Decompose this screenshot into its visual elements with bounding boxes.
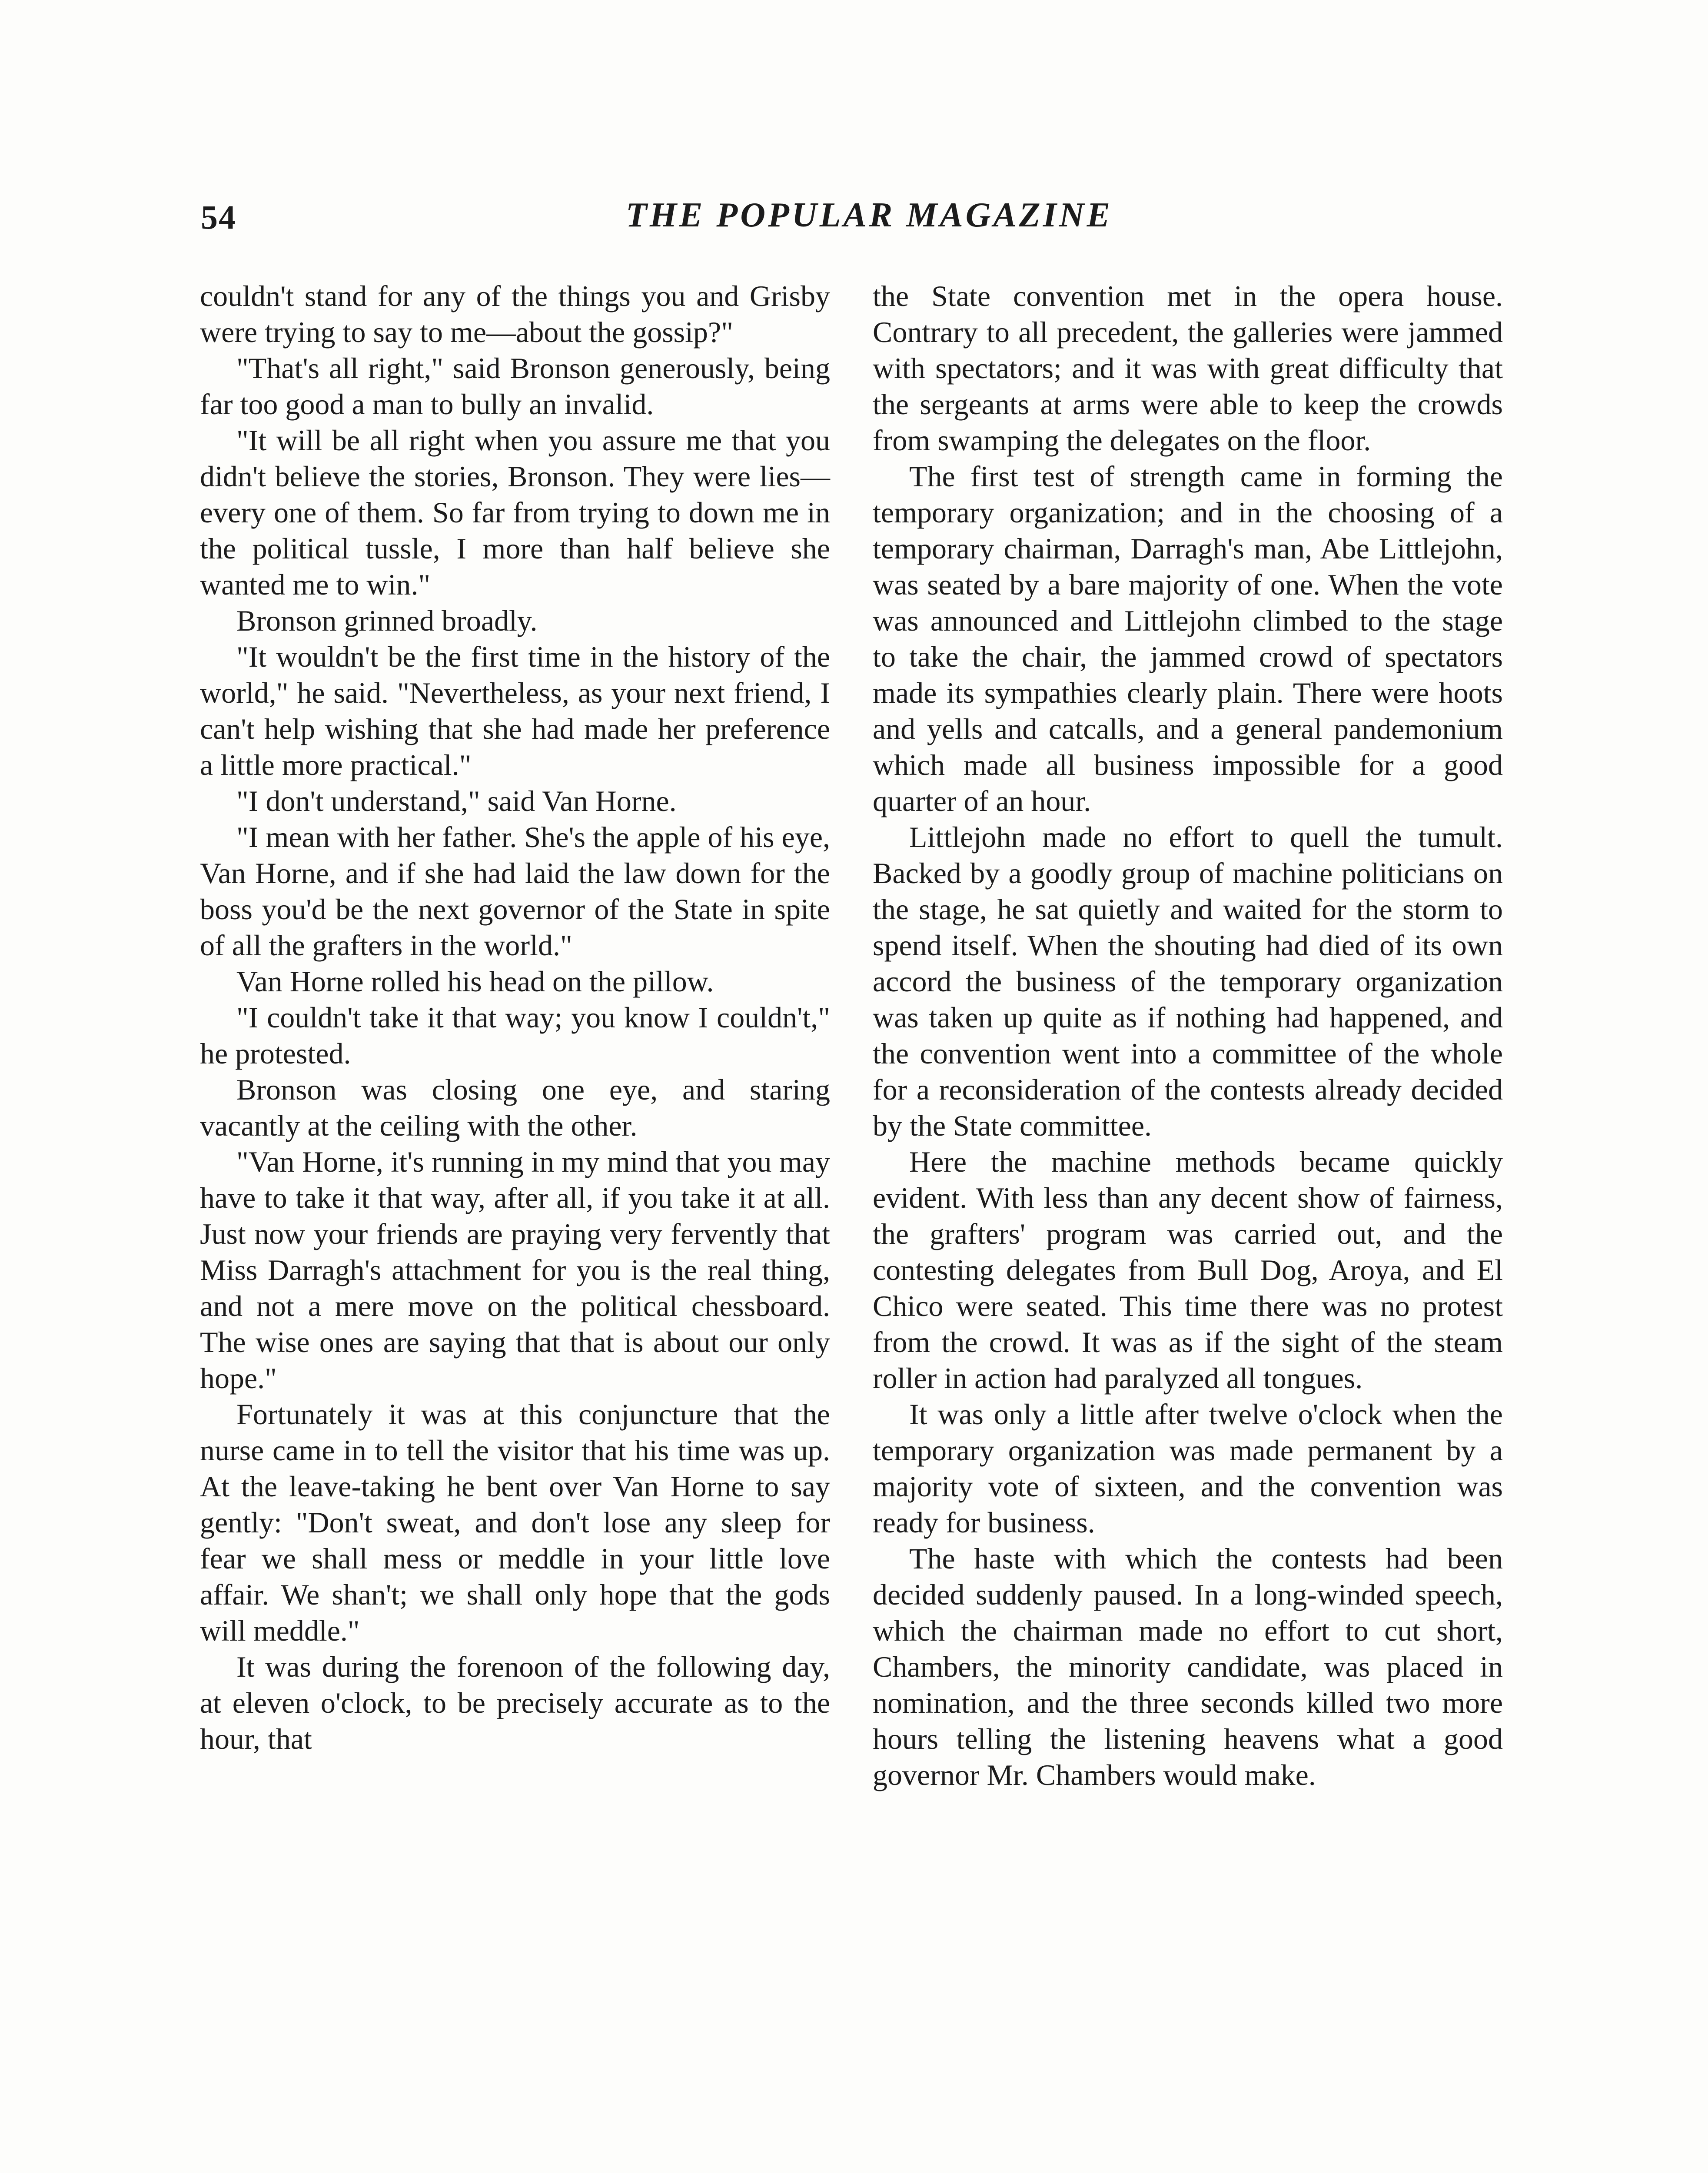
paragraph: Van Horne rolled his head on the pillow.	[236, 965, 714, 998]
paragraph: The first test of strength came in forming the temporary organization; and in the choosing of a temporary chairman, Darragh's man, Abe Littlejohn, was seated by a bare majority of one. When the vote was announced and Littlejohn climbed to the stage to take the chair, the jammed crowd of spectators made its sympathies clearly plain. There were hoots and yells and catcalls, and a general pandemonium which made all business impossible for a good quarter of an hour.	[873, 460, 1503, 817]
paragraph: It was only a little after twelve o'clock when the temporary organization was made permanent by a majority vote of sixteen, and the convention was ready for business.	[873, 1398, 1503, 1539]
paragraph: "It will be all right when you assure me that you didn't believe the stories, Bronson. They were lies—every one of them. So far from trying to down me in the political tussle, I more than half believe she wanted me to win."	[200, 424, 830, 601]
paragraph: Here the machine methods became quickly evident. With less than any decent show of fairness, the grafters' program was carried out, and the contesting delegates from Bull Dog, Aroya, and El Chico were seated. This time there was no protest from the crowd. It was as if the sight of the steam roller in action had paralyzed all tongues.	[873, 1145, 1503, 1395]
paragraph: The haste with which the contests had been decided suddenly paused. In a long-winded speech, which the chairman made no effort to cut short, Chambers, the minority candidate, was placed in nomination, and the three seconds killed two more hours telling the listening heavens what a good governor Mr. Chambers would make.	[873, 1542, 1503, 1791]
paragraph: "That's all right," said Bronson generously, being far too good a man to bully an invalid.	[200, 352, 830, 421]
paragraph: "I couldn't take it that way; you know I couldn't," he protested.	[200, 1001, 830, 1070]
paragraph: Bronson was closing one eye, and staring vacantly at the ceiling with the other.	[200, 1073, 830, 1142]
page-number: 54	[201, 198, 236, 236]
left-column	[200, 278, 830, 1757]
paragraph: "It wouldn't be the first time in the history of the world," he said. "Nevertheless, as your next friend, I can't help wishing that she had made her preference a little more practical."	[200, 640, 830, 781]
running-head: THE POPULAR MAGAZINE	[625, 196, 1113, 234]
paragraph: Bronson grinned broadly.	[236, 604, 538, 637]
right-column	[873, 278, 1503, 1793]
paragraph: the State convention met in the opera house. Contrary to all precedent, the galleries were jammed with spectators; and it was with great difficulty that the sergeants at arms were able to keep the crowds from swamping the delegates on the floor.	[873, 279, 1503, 457]
paragraph: couldn't stand for any of the things you and Grisby were trying to say to me—about the gossip?"	[200, 279, 830, 349]
paragraph: "I don't understand," said Van Horne.	[236, 784, 677, 817]
paragraph: It was during the forenoon of the following day, at eleven o'clock, to be precisely accurate as to the hour, that	[200, 1650, 830, 1755]
paragraph: "I mean with her father. She's the apple of his eye, Van Horne, and if she had laid the law down for the boss you'd be the next governor of the State in spite of all the grafters in the world."	[200, 821, 830, 962]
paragraph: Littlejohn made no effort to quell the tumult. Backed by a goodly group of machine politicians on the stage, he sat quietly and waited for the storm to spend itself. When the shouting had died of its own accord the business of the temporary organization was taken up quite as if nothing had happened, and the convention went into a committee of the whole for a reconsideration of the contests already decided by the State committee.	[873, 821, 1503, 1142]
paragraph: "Van Horne, it's running in my mind that you may have to take it that way, after all, if you take it at all. Just now your friends are praying very fervently that Miss Darragh's attachment for you is the real thing, and not a mere move on the political chessboard. The wise ones are saying that that is about our only hope."	[200, 1145, 830, 1395]
paragraph: Fortunately it was at this conjuncture that the nurse came in to tell the visitor that his time was up. At the leave-taking he bent over Van Horne to say gently: "Don't sweat, and don't lose any sleep for fear we shall mess or meddle in your little love affair. We shan't; we shall only hope that the gods will meddle."	[200, 1398, 830, 1647]
